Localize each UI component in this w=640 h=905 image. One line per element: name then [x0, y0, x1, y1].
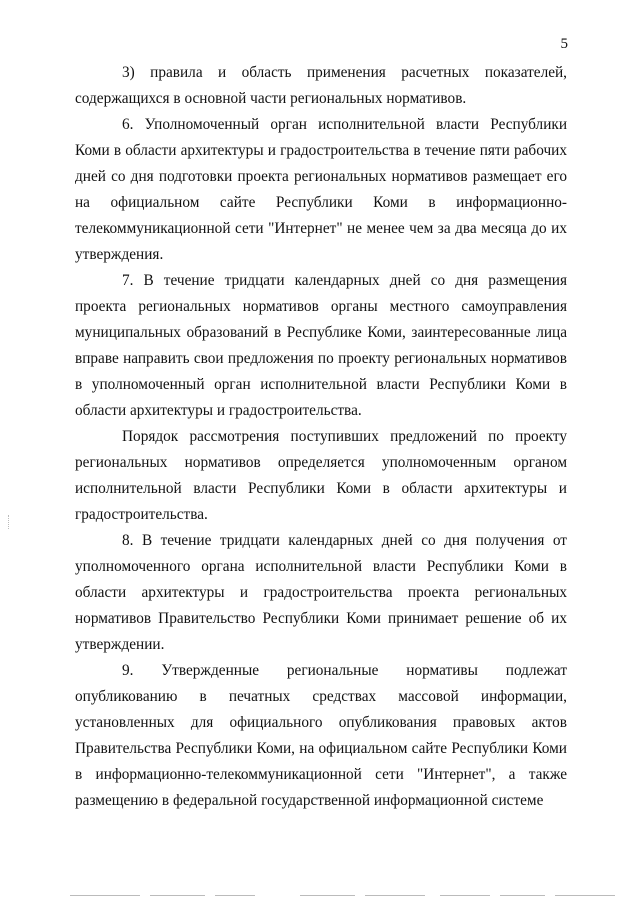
paragraph-8-approval: 8. В течение тридцати календарных дней со дня получения от уполномоченного органа исполнительной власти Республики Коми в области архитектуры и градостроительства проекта региональных нормативов Правительство Республики Коми принимает решение об их утверждении. [75, 532, 567, 653]
page-number: 5 [560, 36, 568, 52]
scan-margin-mark [8, 515, 10, 529]
paragraph-6-publication: 6. Уполномоченный орган исполнительной власти Республики Коми в области архитектуры и градостроительства в течение пяти рабочих дней со дня подготовки проекта региональных нормативов размещает его на официальном сайте Республики Коми в информационно-телекоммуникационной сети "Интернет" не менее чем за два месяца до их утверждения. [75, 116, 567, 263]
document-body [75, 60, 567, 814]
scan-footer-artifact [0, 895, 640, 899]
paragraph-review-procedure: Порядок рассмотрения поступивших предложений по проекту региональных нормативов определяется уполномоченным органом исполнительной власти Республики Коми в области архитектуры и градостроительства. [75, 428, 567, 523]
paragraph-item-3-rules: 3) правила и область применения расчетных показателей, содержащихся в основной части региональных нормативов. [75, 64, 567, 107]
paragraph-9-publishing: 9. Утвержденные региональные нормативы подлежат опубликованию в печатных средствах массовой информации, установленных для официального опубликования правовых актов Правительства Республики Коми, на официальном сайте Республики Коми в информационно-телекоммуникационной сети "Интернет", а также размещению в федеральной государственной информационной системе [75, 662, 567, 809]
paragraph-7-proposals: 7. В течение тридцати календарных дней со дня размещения проекта региональных нормативов органы местного самоуправления муниципальных образований в Республике Коми, заинтересованные лица вправе направить свои предложения по проекту региональных нормативов в уполномоченный орган исполнительной власти Республики Коми в области архитектуры и градостроительства. [75, 272, 567, 419]
